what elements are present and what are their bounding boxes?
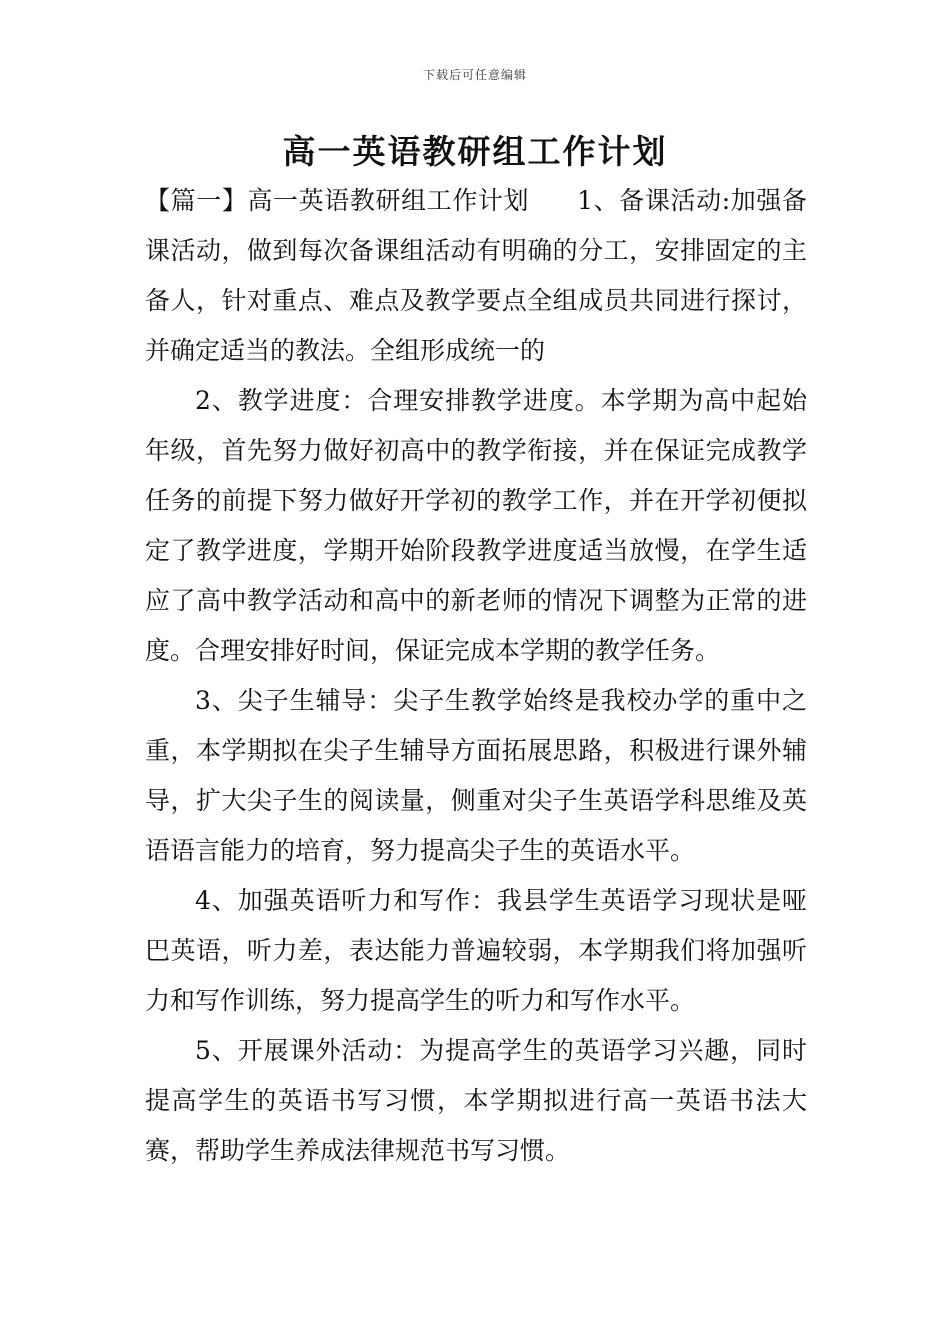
section-label: 【篇一】高一英语教研组工作计划 [145, 186, 530, 215]
paragraph-item-2: 2、教学进度：合理安排教学进度。本学期为高中起始年级，首先努力做好初高中的教学衔接，并在保证完成教学任务的前提下努力做好开学初的教学工作，并在开学初便拟定了教学进度，学期开始阶段教学进度适当放慢，在学生适应了高中教学活动和高中的新老师的情况下调整为正常的进度。合理安排好时间，保证完成本学期的教学任务。 [145, 386, 807, 665]
header-note: 下载后可任意编辑 [422, 68, 527, 82]
document-body [145, 176, 807, 1176]
paragraph-item-5: 5、开展课外活动：为提高学生的英语学习兴趣，同时提高学生的英语书写习惯，本学期拟进行高一英语书法大赛，帮助学生养成法律规范书写习惯。 [145, 1036, 807, 1165]
paragraph-item-3: 3、尖子生辅导：尖子生教学始终是我校办学的重中之重，本学期拟在尖子生辅导方面拓展思路，积极进行课外辅导，扩大尖子生的阅读量，侧重对尖子生英语学科思维及英语语言能力的培育，努力提高尖子生的英语水平。 [145, 686, 807, 865]
document-title: 高一英语教研组工作计划 [282, 132, 668, 171]
paragraph-item-1: 1、备课活动:加强备课活动，做到每次备课组活动有明确的分工，安排固定的主备人，针对重点、难点及教学要点全组成员共同进行探讨，并确定适当的教法。全组形成统一的 [145, 186, 807, 365]
intro-paragraph [145, 176, 807, 376]
paragraph-item-4: 4、加强英语听力和写作：我县学生英语学习现状是哑巴英语，听力差，表达能力普遍较弱，本学期我们将加强听力和写作训练，努力提高学生的听力和写作水平。 [145, 886, 807, 1015]
